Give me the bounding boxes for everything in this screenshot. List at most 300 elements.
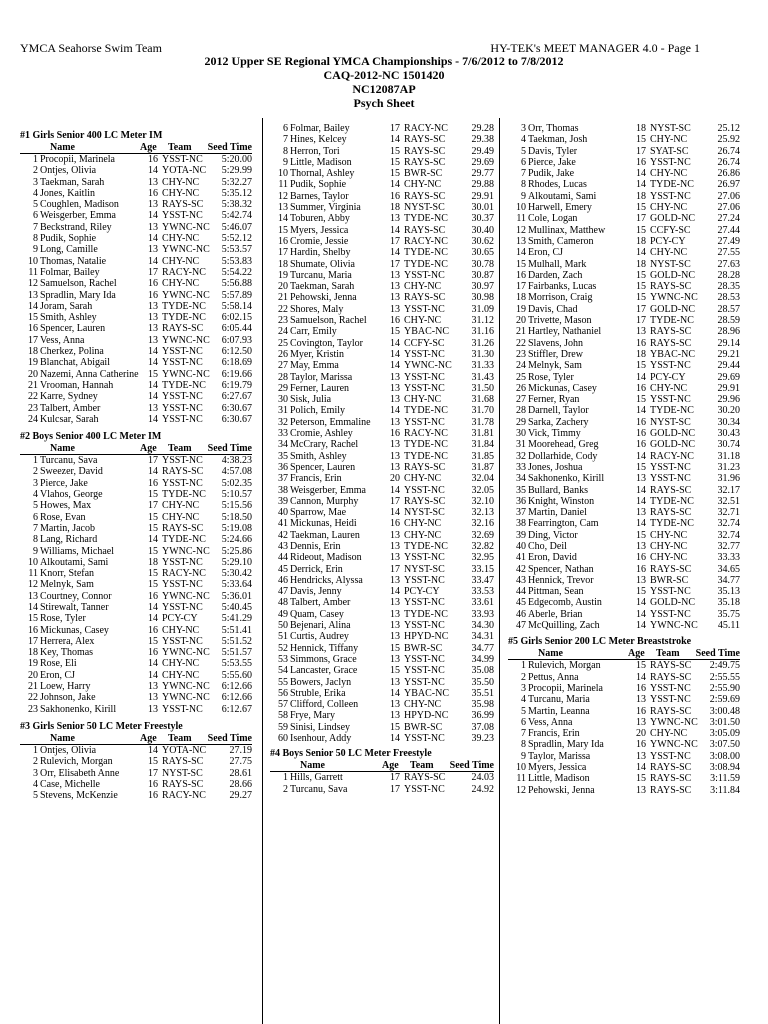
age: 15 xyxy=(636,660,646,672)
rank: 43 xyxy=(278,540,288,552)
table-row xyxy=(270,259,494,270)
rank: 31 xyxy=(278,405,288,417)
seed-time: 2:49.75 xyxy=(709,660,740,672)
rank: 12 xyxy=(28,278,38,290)
age: 14 xyxy=(636,518,646,530)
table-row xyxy=(20,323,252,334)
column-header-time: Seed Time xyxy=(207,142,252,153)
swimmer-name: Darden, Zach xyxy=(528,269,583,281)
swimmer-name: Alkoutami, Sami xyxy=(528,190,597,202)
table-row xyxy=(508,462,740,473)
swimmer-name: Hines, Kelcey xyxy=(290,134,347,146)
table-row xyxy=(508,394,740,405)
seed-time: 6:27.67 xyxy=(221,391,252,403)
swimmer-name: Herron, Tori xyxy=(290,145,340,157)
seed-time: 2:55.90 xyxy=(709,682,740,694)
age: 13 xyxy=(390,382,400,394)
team: TYDE-NC xyxy=(404,405,448,417)
rank: 11 xyxy=(516,213,526,225)
team: YSST-NC xyxy=(404,416,445,428)
rank: 2 xyxy=(33,466,38,478)
event-title: #4 Boys Senior 50 LC Meter Freestyle xyxy=(270,748,432,760)
team: YWNC-NC xyxy=(162,590,210,602)
seed-time: 34.65 xyxy=(717,563,740,575)
rank: 16 xyxy=(516,269,526,281)
rank: 17 xyxy=(516,281,526,293)
swimmer-name: Isenhour, Addy xyxy=(290,733,352,745)
team: TYDE-NC xyxy=(650,405,694,417)
table-row xyxy=(508,191,740,202)
swimmer-name: Pettus, Anna xyxy=(528,671,579,683)
rank: 14 xyxy=(28,601,38,613)
table-row xyxy=(20,489,252,500)
swimmer-name: Stirewalt, Tanner xyxy=(40,601,109,613)
team: YSST-NC xyxy=(162,357,203,369)
age: 14 xyxy=(148,534,158,546)
rank: 10 xyxy=(516,202,526,214)
seed-time: 35.75 xyxy=(717,608,740,620)
seed-time: 29.49 xyxy=(471,145,494,157)
table-row xyxy=(508,751,740,762)
seed-time: 37.08 xyxy=(471,721,494,733)
team: NYST-SC xyxy=(650,123,691,134)
seed-time: 25.12 xyxy=(717,123,740,134)
table-row xyxy=(20,335,252,346)
age: 15 xyxy=(636,360,646,372)
rank: 9 xyxy=(521,750,526,762)
swimmer-name: Shores, Maly xyxy=(290,303,344,315)
seed-time: 34.77 xyxy=(717,574,740,586)
swimmer-name: Pierce, Jake xyxy=(528,156,576,168)
swimmer-name: Folmar, Bailey xyxy=(40,266,100,278)
rank: 23 xyxy=(278,315,288,327)
rank: 2 xyxy=(33,165,38,177)
team: TYDE-NC xyxy=(404,258,448,270)
table-row xyxy=(508,405,740,416)
table-row xyxy=(270,620,494,631)
seed-time: 30.37 xyxy=(471,213,494,225)
swimmer-name: Francis, Erin xyxy=(528,728,580,740)
rank: 23 xyxy=(28,703,38,715)
team: YSST-NC xyxy=(162,477,203,489)
swimmer-name: Joram, Sarah xyxy=(40,300,93,312)
rank: 1 xyxy=(33,744,38,756)
team: RACY-NC xyxy=(650,450,694,462)
team: YSST-NC xyxy=(650,608,691,620)
rank: 25 xyxy=(516,371,526,383)
rank: 60 xyxy=(278,733,288,745)
seed-time: 29.91 xyxy=(471,190,494,202)
rank: 5 xyxy=(33,500,38,512)
rank: 4 xyxy=(33,187,38,199)
table-row xyxy=(20,523,252,534)
swimmer-name: Cherkez, Polina xyxy=(40,346,104,358)
column-header-age: Age xyxy=(140,142,157,153)
team: HPYD-NC xyxy=(404,631,449,643)
team: GOLD-NC xyxy=(650,428,695,440)
column-header-team: Team xyxy=(168,732,192,744)
rank: 21 xyxy=(278,292,288,304)
table-row xyxy=(20,346,252,357)
swimmer-name: Taylor, Marissa xyxy=(290,371,353,383)
seed-time: 6:07.93 xyxy=(221,334,252,346)
team: NYST-SC xyxy=(404,563,445,575)
table-row xyxy=(270,202,494,213)
table-row xyxy=(20,546,252,557)
rank: 3 xyxy=(521,682,526,694)
swimmer-name: Taekman, Sarah xyxy=(290,281,355,293)
seed-time: 28.61 xyxy=(229,767,252,779)
team: BWR-SC xyxy=(404,168,443,180)
seed-time: 27.19 xyxy=(229,744,252,756)
rank: 32 xyxy=(516,450,526,462)
table-row xyxy=(508,304,740,315)
meet-sanction: NC12087AP xyxy=(352,82,416,96)
swimmer-name: Dollarhide, Cody xyxy=(528,450,598,462)
table-row xyxy=(508,213,740,224)
team: YWNC-NC xyxy=(162,221,210,233)
age: 13 xyxy=(148,334,158,346)
seed-time: 5:10.57 xyxy=(221,489,252,501)
age: 14 xyxy=(148,466,158,478)
seed-time: 5:30.42 xyxy=(221,568,252,580)
table-row xyxy=(270,168,494,179)
swimmer-name: Talbert, Amber xyxy=(40,402,101,414)
age: 17 xyxy=(636,303,646,315)
swimmer-name: Thomas, Natalie xyxy=(40,255,107,267)
rank: 40 xyxy=(516,540,526,552)
table-row xyxy=(20,647,252,658)
team: YSST-NC xyxy=(162,402,203,414)
psych-sheet-title: Psych Sheet xyxy=(353,96,415,110)
table-row xyxy=(270,710,494,721)
event-3-continued xyxy=(270,123,494,744)
table-row xyxy=(508,202,740,213)
age: 14 xyxy=(636,405,646,417)
table-row xyxy=(270,597,494,608)
seed-time: 29.28 xyxy=(471,123,494,134)
team: TYDE-NC xyxy=(162,379,206,391)
team: CHY-NC xyxy=(650,247,688,259)
table-row xyxy=(270,507,494,518)
age: 15 xyxy=(390,721,400,733)
swimmer-name: Eron, CJ xyxy=(528,247,563,259)
team: YSST-NC xyxy=(404,783,445,795)
swimmer-name: Beckstrand, Riley xyxy=(40,221,112,233)
table-row xyxy=(270,157,494,168)
table-row xyxy=(270,609,494,620)
age: 16 xyxy=(636,337,646,349)
table-row xyxy=(508,762,740,773)
rank: 27 xyxy=(278,360,288,372)
seed-time: 5:32.27 xyxy=(221,176,252,188)
swimmer-name: Karre, Sydney xyxy=(40,391,98,403)
age: 14 xyxy=(148,346,158,358)
age: 13 xyxy=(390,292,400,304)
age: 15 xyxy=(636,281,646,293)
rank: 9 xyxy=(521,190,526,202)
seed-time: 32.74 xyxy=(717,518,740,530)
seed-time: 5:53.83 xyxy=(221,255,252,267)
team: CHY-NC xyxy=(162,278,200,290)
table-row xyxy=(508,292,740,303)
age: 15 xyxy=(636,461,646,473)
age: 13 xyxy=(148,176,158,188)
table-row xyxy=(20,768,252,779)
rank: 28 xyxy=(516,405,526,417)
team: CHY-NC xyxy=(650,382,688,394)
team: CHY-NC xyxy=(162,233,200,245)
team: YSST-NC xyxy=(404,269,445,281)
age: 14 xyxy=(148,391,158,403)
team: YWNC-NC xyxy=(162,334,210,346)
swimmer-name: Herrera, Alex xyxy=(40,635,95,647)
age: 15 xyxy=(636,224,646,236)
seed-time: 31.84 xyxy=(471,439,494,451)
rank: 3 xyxy=(33,477,38,489)
age: 14 xyxy=(390,507,400,519)
seed-time: 32.51 xyxy=(717,495,740,507)
seed-time: 6:19.79 xyxy=(221,379,252,391)
table-row xyxy=(508,281,740,292)
table-row xyxy=(270,383,494,394)
age: 15 xyxy=(390,665,400,677)
swimmer-name: Smith, Ashley xyxy=(290,450,347,462)
table-row xyxy=(20,177,252,188)
rank: 56 xyxy=(278,687,288,699)
table-row xyxy=(270,575,494,586)
team: CHY-NC xyxy=(162,187,200,199)
seed-time: 6:05.44 xyxy=(221,323,252,335)
age: 15 xyxy=(636,202,646,214)
age: 18 xyxy=(636,123,646,134)
swimmer-name: Vess, Anna xyxy=(528,716,573,728)
rank: 36 xyxy=(278,461,288,473)
rank: 15 xyxy=(28,613,38,625)
seed-time: 35.50 xyxy=(471,676,494,688)
team: RAYS-SC xyxy=(650,484,692,496)
rank: 44 xyxy=(516,586,526,598)
team: YWNC-NC xyxy=(162,692,210,704)
seed-time: 5:41.29 xyxy=(221,613,252,625)
table-row xyxy=(270,349,494,360)
table-row xyxy=(270,496,494,507)
table-row xyxy=(20,466,252,477)
seed-time: 5:20.00 xyxy=(221,154,252,165)
team: TYDE-NC xyxy=(404,450,448,462)
age: 16 xyxy=(636,416,646,428)
swimmer-name: Turcanu, Maria xyxy=(528,694,590,706)
team: CHY-NC xyxy=(404,699,442,711)
rank: 35 xyxy=(278,450,288,462)
seed-time: 32.17 xyxy=(717,484,740,496)
team: BWR-SC xyxy=(650,574,689,586)
swimmer-name: Mulhall, Mark xyxy=(528,258,587,270)
table-row xyxy=(508,575,740,586)
rank: 12 xyxy=(516,224,526,236)
age: 15 xyxy=(636,529,646,541)
seed-time: 29.27 xyxy=(229,790,252,802)
table-row xyxy=(508,270,740,281)
seed-time: 3:01.50 xyxy=(709,716,740,728)
team: GOLD-NC xyxy=(650,439,695,451)
rank: 18 xyxy=(28,346,38,358)
rank: 32 xyxy=(278,416,288,428)
seed-time: 4:38.23 xyxy=(221,455,252,467)
header-team: YMCA Seahorse Swim Team xyxy=(20,41,162,55)
age: 15 xyxy=(636,586,646,598)
seed-time: 5:02.35 xyxy=(221,477,252,489)
seed-time: 33.61 xyxy=(471,597,494,609)
column-header-name: Name xyxy=(50,142,75,153)
rank: 4 xyxy=(33,778,38,790)
seed-time: 5:53.55 xyxy=(221,658,252,670)
team: TYDE-NC xyxy=(650,518,694,530)
seed-time: 2:59.69 xyxy=(709,694,740,706)
rank: 4 xyxy=(521,134,526,146)
rank: 12 xyxy=(28,579,38,591)
table-row xyxy=(20,222,252,233)
age: 18 xyxy=(390,202,400,214)
swimmer-name: Ferner, Lauren xyxy=(290,382,350,394)
age: 13 xyxy=(148,244,158,256)
seed-time: 5:52.12 xyxy=(221,233,252,245)
table-row xyxy=(508,372,740,383)
team: CHY-NC xyxy=(162,624,200,636)
age: 14 xyxy=(148,357,158,369)
team: CHY-NC xyxy=(650,540,688,552)
seed-time: 29.38 xyxy=(471,134,494,146)
swimmer-name: Morrison, Craig xyxy=(528,292,593,304)
rank: 13 xyxy=(28,289,38,301)
swimmer-name: Key, Thomas xyxy=(40,647,94,659)
swimmer-name: Taekman, Sarah xyxy=(40,176,105,188)
swimmer-name: Nazemi, Anna Catherine xyxy=(40,368,139,380)
swimmer-name: Davis, Jenny xyxy=(290,586,342,598)
rank: 29 xyxy=(516,416,526,428)
rank: 4 xyxy=(521,694,526,706)
rank: 5 xyxy=(33,790,38,802)
rank: 34 xyxy=(278,439,288,451)
team: RAYS-SC xyxy=(404,495,446,507)
swimmer-name: Taekman, Josh xyxy=(528,134,588,146)
swimmer-name: Turcanu, Maria xyxy=(290,269,352,281)
rank: 7 xyxy=(521,728,526,740)
team: TYDE-NC xyxy=(650,315,694,327)
age: 14 xyxy=(148,601,158,613)
swimmer-name: Sakhonenko, Kirill xyxy=(528,473,605,485)
team: RAYS-SC xyxy=(650,281,692,293)
age: 18 xyxy=(636,235,646,247)
age: 13 xyxy=(148,221,158,233)
table-row xyxy=(270,451,494,462)
table-header xyxy=(20,733,252,745)
swimmer-name: Sarka, Zachery xyxy=(528,416,589,428)
team: CHY-NC xyxy=(404,473,442,485)
seed-time: 26.97 xyxy=(717,179,740,191)
rank: 47 xyxy=(278,586,288,598)
age: 14 xyxy=(390,179,400,191)
age: 16 xyxy=(636,439,646,451)
team: YSST-NC xyxy=(162,579,203,591)
seed-time: 3:00.48 xyxy=(709,705,740,717)
team: YWNC-NC xyxy=(650,292,698,304)
seed-time: 5:29.99 xyxy=(221,165,252,177)
meet-title: 2012 Upper SE Regional YMCA Championships - 7/6/2012 to 7/8/2012 xyxy=(204,54,564,68)
age: 16 xyxy=(148,154,158,165)
swimmer-name: Slavens, John xyxy=(528,337,583,349)
swimmer-name: Pehowski, Jenna xyxy=(290,292,357,304)
team: TYDE-NC xyxy=(162,300,206,312)
team: RAYS-SC xyxy=(650,705,692,717)
table-row xyxy=(20,267,252,278)
team: GOLD-NC xyxy=(650,597,695,609)
seed-time: 5:38.32 xyxy=(221,199,252,211)
team: RAYS-SC xyxy=(650,762,692,774)
seed-time: 3:11.59 xyxy=(710,773,740,785)
team: YSST-NC xyxy=(650,750,691,762)
age: 14 xyxy=(390,337,400,349)
rank: 57 xyxy=(278,699,288,711)
seed-time: 3:05.09 xyxy=(709,728,740,740)
table-row xyxy=(508,259,740,270)
event-title: #3 Girls Senior 50 LC Meter Freestyle xyxy=(20,720,183,732)
seed-time: 30.65 xyxy=(471,247,494,259)
team: CHY-NC xyxy=(162,658,200,670)
seed-time: 32.74 xyxy=(717,529,740,541)
swimmer-name: Pittman, Sean xyxy=(528,586,584,598)
swimmer-name: Spradlin, Mary Ida xyxy=(40,289,116,301)
rank: 21 xyxy=(28,681,38,693)
rank: 49 xyxy=(278,608,288,620)
table-row xyxy=(508,672,740,683)
swimmer-name: Toburen, Abby xyxy=(290,213,350,225)
swimmer-name: Hartley, Nathaniel xyxy=(528,326,602,338)
seed-time: 34.99 xyxy=(471,653,494,665)
seed-time: 32.16 xyxy=(471,518,494,530)
rank: 55 xyxy=(278,676,288,688)
team: BWR-SC xyxy=(404,642,443,654)
rank: 14 xyxy=(28,300,38,312)
seed-time: 30.97 xyxy=(471,281,494,293)
seed-time: 31.33 xyxy=(471,360,494,372)
seed-time: 27.49 xyxy=(717,235,740,247)
swimmer-name: Rose, Tyler xyxy=(40,613,86,625)
seed-time: 32.71 xyxy=(717,507,740,519)
team: YSST-NC xyxy=(650,461,691,473)
table-row xyxy=(20,779,252,790)
team: YSST-NC xyxy=(404,653,445,665)
table-row xyxy=(270,213,494,224)
team: YSST-NC xyxy=(404,303,445,315)
table-row xyxy=(508,146,740,157)
rank: 36 xyxy=(516,495,526,507)
seed-time: 3:07.50 xyxy=(709,739,740,751)
rank: 14 xyxy=(516,247,526,259)
age: 13 xyxy=(148,199,158,211)
rank: 17 xyxy=(28,334,38,346)
team: YSST-NC xyxy=(404,552,445,564)
rank: 23 xyxy=(516,348,526,360)
table-row xyxy=(508,518,740,529)
age: 17 xyxy=(148,500,158,512)
swimmer-name: Taekman, Lauren xyxy=(290,529,360,541)
swimmer-name: Simmons, Grace xyxy=(290,653,357,665)
table-row xyxy=(270,146,494,157)
seed-time: 27.44 xyxy=(717,224,740,236)
column-header-name: Name xyxy=(50,732,75,744)
seed-time: 5:29.10 xyxy=(221,556,252,568)
